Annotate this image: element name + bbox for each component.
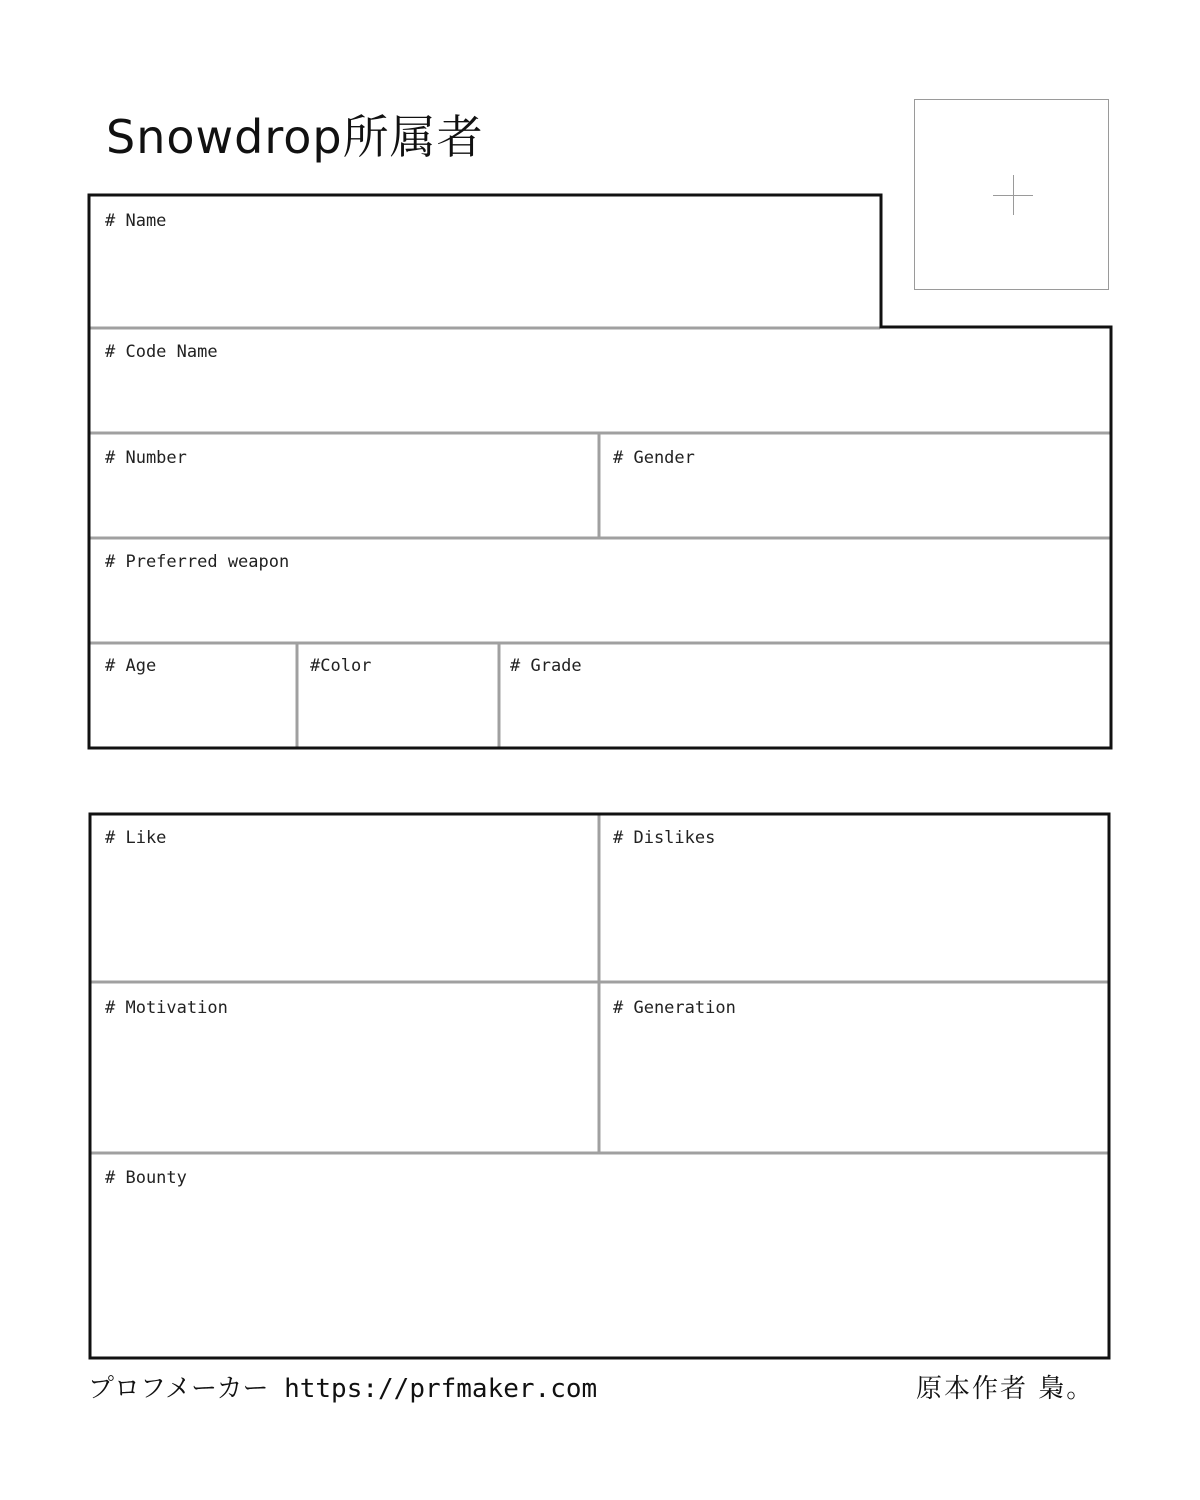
bounty-field[interactable]: # Bounty (105, 1168, 187, 1188)
dislikes-field[interactable]: # Dislikes (613, 828, 716, 848)
like-field[interactable]: # Like (105, 828, 167, 848)
grade-field[interactable]: # Grade (510, 656, 582, 676)
number-field[interactable]: # Number (105, 448, 187, 468)
color-field[interactable]: #Color (310, 656, 372, 676)
gender-field[interactable]: # Gender (613, 448, 695, 468)
generation-field[interactable]: # Generation (613, 998, 736, 1018)
author-credit: 原本作者 梟。 (916, 1374, 1095, 1404)
maker-credit: プロフメーカー https://prfmaker.com (88, 1374, 598, 1404)
preferred-weapon-field[interactable]: # Preferred weapon (105, 552, 290, 572)
name-field[interactable]: # Name (105, 211, 167, 231)
code-name-field[interactable]: # Code Name (105, 342, 218, 362)
motivation-field[interactable]: # Motivation (105, 998, 228, 1018)
age-field[interactable]: # Age (105, 656, 157, 676)
page-title: Snowdrop所属者 (106, 110, 484, 164)
